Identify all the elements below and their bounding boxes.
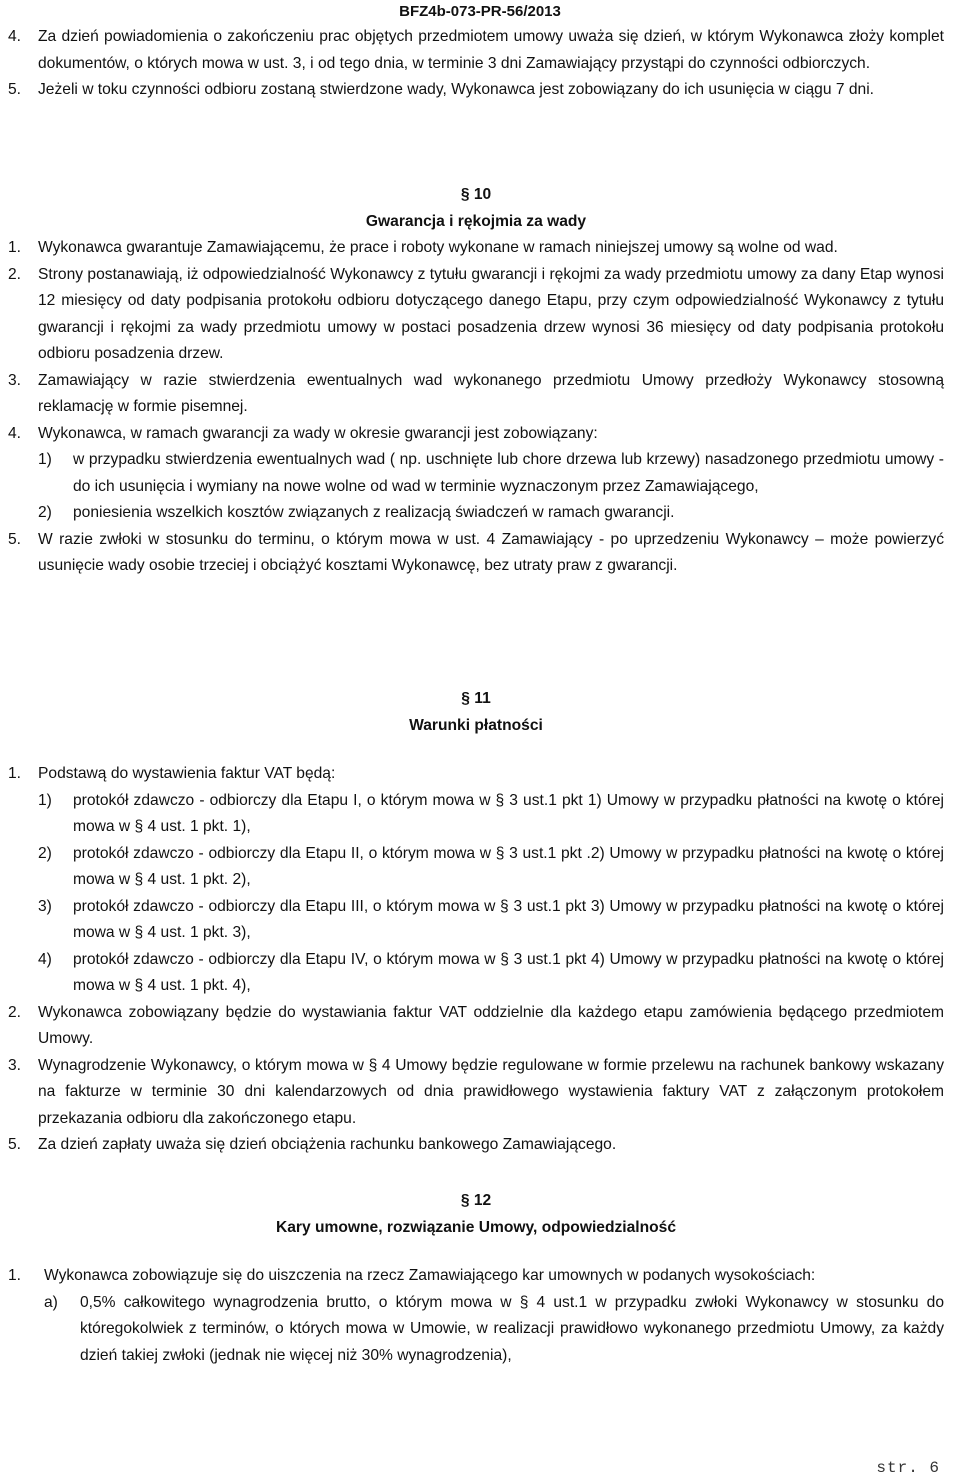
- section-11-title: Warunki płatności: [409, 716, 543, 734]
- s11-paragraph-5: 5. Za dzień zapłaty uważa się dzień obciążenia rachunku bankowego Zamawiającego.: [8, 1136, 617, 1153]
- s11-item-4: 4) protokół zdawczo - odbiorczy dla Etapu IV, o którym mowa w § 3 ust.1 pkt 4) Umowy w przypadku płatności na kwotę o której mowa w § 4 ust. 1 pkt. 4),: [38, 950, 944, 994]
- section-12-title: Kary umowne, rozwiązanie Umowy, odpowiedzialność: [275, 1218, 677, 1236]
- s10-paragraph-4: 4. Wykonawca, w ramach gwarancji za wady w okresie gwarancji jest zobowiązany:: [8, 424, 598, 442]
- page-number: str. 6: [876, 1459, 940, 1477]
- section-12-number: § 12: [460, 1192, 492, 1209]
- section-11: [8, 686, 944, 1159]
- section-10-title: Gwarancja i rękojmia za wady: [365, 212, 587, 230]
- s11-paragraph-3: 3. Wynagrodzenie Wykonawcy, o którym mowa w § 4 Umowy będzie regulowane w formie przelewu na rachunek bankowy wskazany na fakturze w terminie 30 dni kalendarzowych od dnia prawidłowego wystawienia faktury VAT z załączonym protokołem przekazania odbioru dla zakończonego etapu.: [8, 1056, 944, 1127]
- s10-paragraph-2: 2. Strony postanawiają, iż odpowiedzialność Wykonawcy z tytułu gwarancji i rękojmi za wady przedmiotu umowy za dany Etap wynosi 12 miesięcy od daty podpisania protokołu odbioru dotyczącego danego Etapu, przy czym odpowiedzialność Wykonawcy z tytułu gwarancji i rękojmi za wady przedmiotu umowy w postaci posadzenia drzew wynosi 36 miesięcy od daty podpisania protokołu odbioru posadzenia drzew.: [8, 265, 944, 362]
- s10-paragraph-3: 3. Zamawiający w razie stwierdzenia ewentualnych wad wykonanego przedmiotu Umowy przedłoży Wykonawcy stosowną reklamację w formie pisemnej.: [8, 371, 944, 415]
- paragraph-5: 5. Jeżeli w toku czynności odbioru zostaną stwierdzone wady, Wykonawca jest zobowiązany do ich usunięcia w ciągu 7 dni.: [8, 81, 875, 98]
- s10-p4-item-2: 2) poniesienia wszelkich kosztów związanych z realizacją świadczeń w ramach gwarancji.: [38, 504, 675, 521]
- s11-paragraph-1: 1. Podstawą do wystawienia faktur VAT będą:: [8, 765, 336, 782]
- s11-item-3: 3) protokół zdawczo - odbiorczy dla Etapu III, o którym mowa w § 3 ust.1 pkt 3) Umowy w przypadku płatności na kwotę o której mowa w § 4 ust. 1 pkt. 3),: [38, 897, 944, 941]
- paragraph-4: 4. Za dzień powiadomienia o zakończeniu prac objętych przedmiotem umowy uważa się dzień, w którym Wykonawca złoży komplet dokumentów, o których mowa w ust. 3, i od tego dnia, w terminie 3 dni Zamawiający przystąpi do czynności odbiorczych.: [8, 28, 944, 72]
- s12-item-a: a) 0,5% całkowitego wynagrodzenia brutto, o którym mowa w § 4 ust.1 w przypadku zwłoki Wykonawcy w stosunku do któregokolwiek z terminów, o których mowa w Umowie, w realizacji prawidłowo wykonanego przedmiotu Umowy, za każdy dzień takiej zwłoki (jednak nie więcej niż 30% wynagrodzenia),: [44, 1293, 944, 1364]
- section-11-number: § 11: [461, 690, 491, 707]
- s11-paragraph-2: 2. Wykonawca zobowiązany będzie do wystawiania faktur VAT oddzielnie dla każdego etapu zamówienia będącego przedmiotem Umowy.: [8, 1003, 944, 1047]
- section-10: [8, 182, 944, 580]
- s10-paragraph-5: 5. W razie zwłoki w stosunku do terminu, o którym mowa w ust. 4 Zamawiający - po uprzedzeniu Wykonawcy – może powierzyć usunięcie wady osobie trzeciej i obciążyć kosztami Wykonawcę, bez utraty praw z gwarancji.: [8, 530, 944, 574]
- section-10-number: § 10: [460, 186, 492, 203]
- section-12: [8, 1188, 944, 1369]
- section-top: [8, 24, 944, 104]
- s11-item-1: 1) protokół zdawczo - odbiorczy dla Etapu I, o którym mowa w § 3 ust.1 pkt 1) Umowy w przypadku płatności na kwotę o której mowa w § 4 ust. 1 pkt. 1),: [38, 791, 944, 835]
- s12-paragraph-1: 1. Wykonawca zobowiązuje się do uiszczenia na rzecz Zamawiającego kar umownych w podanych wysokościach:: [8, 1267, 816, 1284]
- s10-p4-item-1: 1) w przypadku stwierdzenia ewentualnych wad ( np. uschnięte lub chore drzewa lub krzewy) nasadzonego przedmiotu umowy - do ich usunięcia i wymiany na nowe wolne od wad w terminie wyznaczonym przez Zamawiającego,: [38, 451, 944, 495]
- s11-item-2: 2) protokół zdawczo - odbiorczy dla Etapu II, o którym mowa w § 3 ust.1 pkt .2) Umowy w przypadku płatności na kwotę o której mowa w § 4 ust. 1 pkt. 2),: [38, 844, 944, 888]
- s10-paragraph-1: 1. Wykonawca gwarantuje Zamawiającemu, że prace i roboty wykonane w ramach niniejszej umowy są wolne od wad.: [8, 239, 838, 256]
- document-id-header: BFZ4b-073-PR-56/2013: [399, 3, 561, 20]
